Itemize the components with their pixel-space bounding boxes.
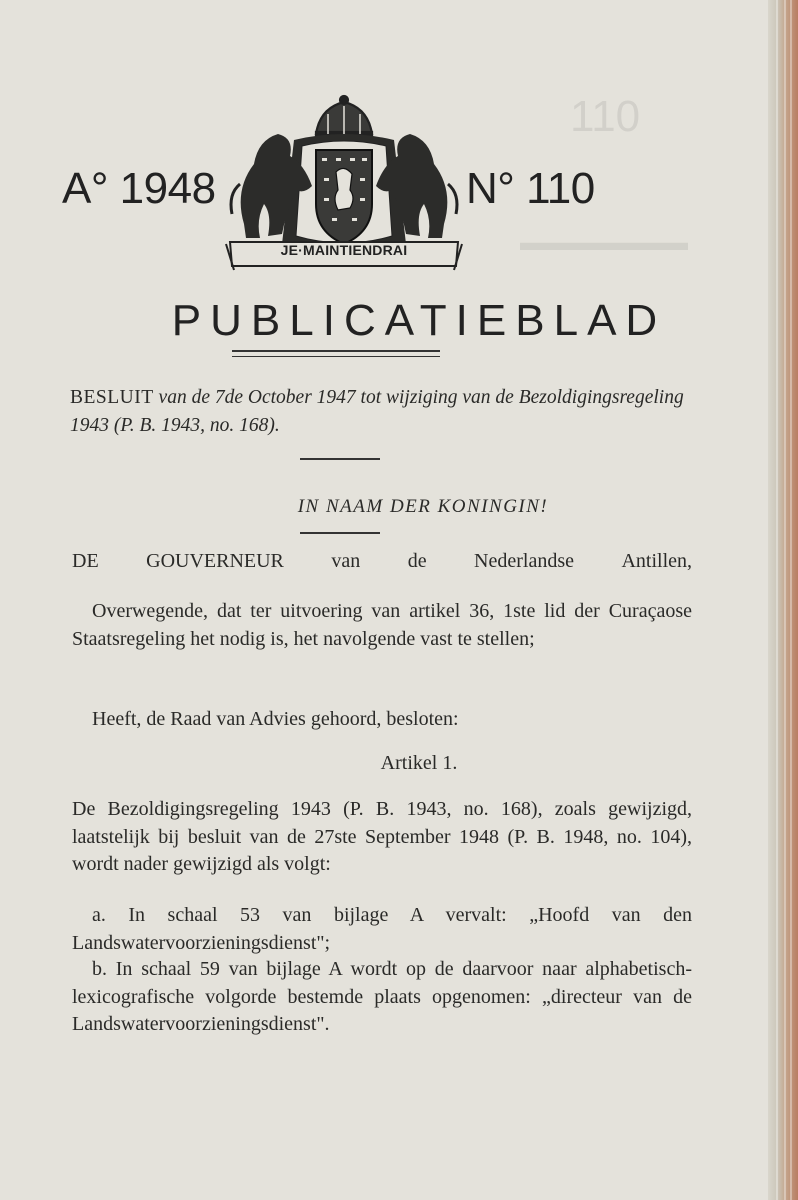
gouverneur-word: Antillen, (621, 550, 692, 572)
artikel-heading: Artikel 1. (380, 752, 458, 774)
motto: JE·MAINTIENDRAI (280, 242, 408, 258)
title-rule (232, 350, 440, 352)
year-label: A° 1948 (62, 164, 216, 213)
header (0, 88, 798, 278)
bleed-through-text: ▬▬▬▬▬▬▬ (520, 230, 688, 256)
number-label: N° 110 (466, 164, 595, 213)
gouverneur-word: de (407, 550, 427, 572)
heeft-paragraph: Heeft, de Raad van Advies gehoord, besloten: (92, 708, 459, 730)
besluit-prefix: BESLUIT (70, 387, 154, 408)
bleed-through-number: 110 (570, 92, 641, 141)
overwegende-paragraph: Overwegende, dat ter uitvoering van artikel 36, 1ste lid der Curaçaose Staatsregeling het nodig is, het navolgende vast te stellen; (72, 600, 692, 650)
title-rule-thin (232, 356, 440, 357)
gouverneur-word: DE (72, 550, 99, 572)
gouverneur-word: GOUVERNEUR (146, 550, 284, 572)
gouverneur-line (72, 550, 692, 573)
item-a: a. In schaal 53 van bijlage A vervalt: „Hoofd van den Landswatervoorzieningsdienst"; (72, 904, 692, 954)
gouverneur-word: van (331, 550, 361, 572)
separator-rule (300, 458, 380, 460)
invocation: IN NAAM DER KONINGIN! (297, 496, 549, 517)
separator-rule (300, 532, 380, 534)
item-b: b. In schaal 59 van bijlage A wordt op de daarvoor naar alphabetisch-lexicografische volgorde bestemde plaats opgenomen: „directeur van de Landswatervoorzieningsdienst". (72, 958, 692, 1035)
publication-title: PUBLICATIEBLAD (171, 296, 667, 345)
gouverneur-word: Nederlandse (474, 550, 574, 572)
besluit-text: van de 7de October 1947 tot wijziging van de Bezoldigingsregeling 1943 (P. B. 1943, no. 168). (70, 387, 684, 436)
body-paragraph: De Bezoldigingsregeling 1943 (P. B. 1943, no. 168), zoals gewijzigd, laatstelijk bij besluit van de 27ste September 1948 (P. B. 1948, no. 104), wordt nader gewijzigd als volgt: (72, 798, 692, 875)
besluit-heading (70, 384, 690, 440)
